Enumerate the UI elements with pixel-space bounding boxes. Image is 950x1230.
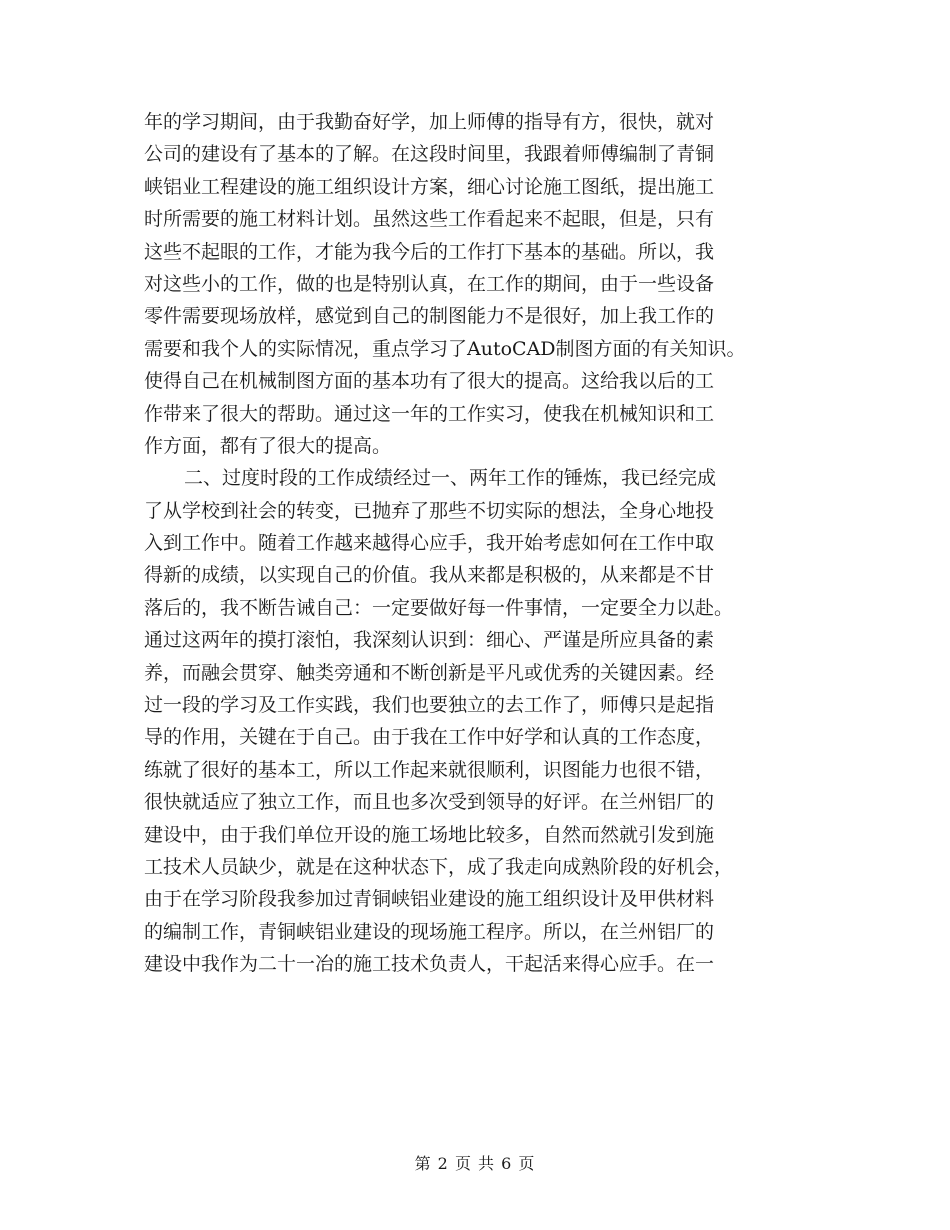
text-line: 工技术人员缺少，就是在这种状态下，成了我走向成熟阶段的好机会， <box>144 855 734 878</box>
text-line: 通过这两年的摸打滚怕，我深刻认识到：细心、严谨是所应具备的素 <box>144 629 715 652</box>
text-line: 练就了很好的基本工，所以工作起来就很顺利，识图能力也很不错， <box>144 758 715 781</box>
text-line: 建设中，由于我们单位开设的施工场地比较多，自然而然就引发到施 <box>144 823 715 846</box>
text-line: 落后的，我不断告诫自己：一定要做好每一件事情，一定要全力以赴。 <box>144 596 734 619</box>
text-line: 年的学习期间，由于我勤奋好学，加上师傅的指导有方，很快，就对 <box>144 111 715 133</box>
text-line: 由于在学习阶段我参加过青铜峡铝业建设的施工组织设计及甲供材料 <box>144 888 715 911</box>
text-line: 养，而融会贯穿、触类旁通和不断创新是平凡或优秀的关键因素。经 <box>144 661 715 684</box>
body-text <box>144 106 804 981</box>
text-line: 了从学校到社会的转变，已抛弃了那些不切实际的想法，全身心地投 <box>144 499 715 522</box>
text-line: 公司的建设有了基本的了解。在这段时间里，我跟着师傅编制了青铜 <box>144 143 715 166</box>
text-line: 导的作用，关键在于自己。由于我在工作中好学和认真的工作态度， <box>144 726 715 749</box>
text-line: 时所需要的施工材料计划。虽然这些工作看起来不起眼，但是，只有 <box>144 208 715 231</box>
text-line: 作方面，都有了很大的提高。 <box>144 434 392 457</box>
text-line: 峡铝业工程建设的施工组织设计方案，细心讨论施工图纸，提出施工 <box>144 175 715 198</box>
text-line: 作带来了很大的帮助。通过这一年的工作实习，使我在机械知识和工 <box>144 402 715 425</box>
text-line: 得新的成绩，以实现自己的价值。我从来都是积极的，从来都是不甘 <box>144 564 715 587</box>
text-line: 零件需要现场放样，感觉到自己的制图能力不是很好，加上我工作的 <box>144 305 715 328</box>
text-line: 使得自己在机械制图方面的基本功有了很大的提高。这给我以后的工 <box>144 370 715 393</box>
paragraph-start-line: 二、过度时段的工作成绩经过一、两年工作的锤炼，我已经完成 <box>184 467 717 490</box>
text-line: 建设中我作为二十一冶的施工技术负责人，干起活来得心应手。在一 <box>144 953 715 976</box>
text-line: 入到工作中。随着工作越来越得心应手，我开始考虑如何在工作中取 <box>144 532 715 555</box>
text-line: 很快就适应了独立工作，而且也多次受到领导的好评。在兰州铝厂的 <box>144 791 715 814</box>
text-line: 需要和我个人的实际情况，重点学习了AutoCAD制图方面的有关知识。 <box>144 337 746 360</box>
page-number-footer: 第 2 页 共 6 页 <box>414 1154 536 1173</box>
text-line: 这些不起眼的工作，才能为我今后的工作打下基本的基础。所以，我 <box>144 240 715 263</box>
text-line: 对这些小的工作，做的也是特别认真，在工作的期间，由于一些设备 <box>144 272 715 295</box>
text-line: 的编制工作，青铜峡铝业建设的现场施工程序。所以，在兰州铝厂的 <box>144 920 715 943</box>
text-line: 过一段的学习及工作实践，我们也要独立的去工作了，师傅只是起指 <box>144 694 715 717</box>
